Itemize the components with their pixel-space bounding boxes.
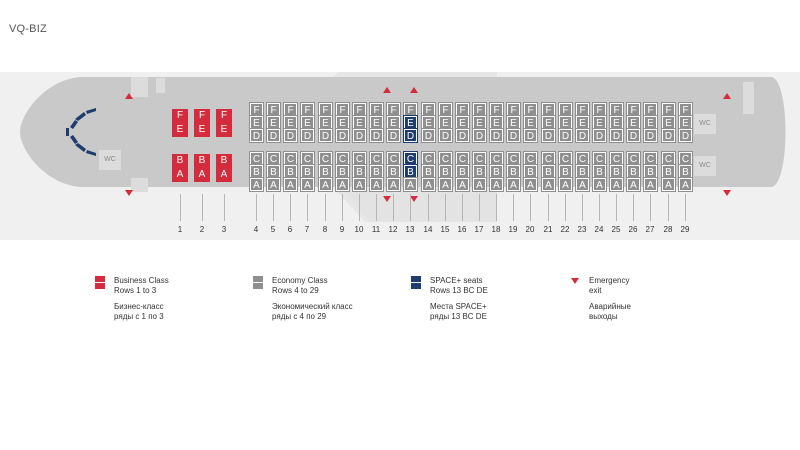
seat-11C[interactable]: C	[370, 152, 383, 165]
seat-9C[interactable]: C	[336, 152, 349, 165]
seat-2F[interactable]: F	[194, 109, 210, 123]
seat-29D[interactable]: D	[679, 129, 692, 142]
seat-27A[interactable]: A	[644, 178, 657, 191]
seat-9D[interactable]: D	[336, 129, 349, 142]
seat-15F[interactable]: F	[439, 103, 452, 116]
seat-14F[interactable]: F	[422, 103, 435, 116]
row-guide-line	[325, 194, 326, 221]
seat-13F[interactable]: F	[404, 103, 417, 116]
row-guide-line	[410, 194, 411, 221]
seat-16D[interactable]: D	[456, 129, 469, 142]
legend-space-title-ru: Места SPACE+	[430, 302, 487, 311]
seat-22E[interactable]: E	[559, 116, 572, 129]
emergency-exit-arrow-icon	[383, 196, 391, 202]
seat-6E[interactable]: E	[284, 116, 297, 129]
seat-14D[interactable]: D	[422, 129, 435, 142]
seat-14A[interactable]: A	[422, 178, 435, 191]
seat-12D[interactable]: D	[387, 129, 400, 142]
seat-24D[interactable]: D	[593, 129, 606, 142]
seat-4C[interactable]: C	[250, 152, 263, 165]
seat-6A[interactable]: A	[284, 178, 297, 191]
row-guide-line	[290, 194, 291, 221]
seat-14C[interactable]: C	[422, 152, 435, 165]
seat-7B[interactable]: B	[301, 165, 314, 178]
row-number-17: 17	[474, 225, 484, 234]
row-number-26: 26	[628, 225, 638, 234]
seat-22F[interactable]: F	[559, 103, 572, 116]
seat-20D[interactable]: D	[524, 129, 537, 142]
legend-business-rows-ru: ряды с 1 по 3	[114, 312, 164, 321]
seat-3E[interactable]: E	[216, 123, 232, 137]
emergency-exit-icon	[571, 278, 579, 284]
row-number-7: 7	[304, 225, 310, 234]
seat-10F[interactable]: F	[353, 103, 366, 116]
seat-5E[interactable]: E	[267, 116, 280, 129]
seat-11B[interactable]: B	[370, 165, 383, 178]
seat-18C[interactable]: C	[490, 152, 503, 165]
seat-10C[interactable]: C	[353, 152, 366, 165]
row-number-5: 5	[270, 225, 276, 234]
row-guide-line	[462, 194, 463, 221]
row-guide-line	[633, 194, 634, 221]
legend-economy-rows: Rows 4 to 29	[272, 286, 319, 295]
seat-6B[interactable]: B	[284, 165, 297, 178]
seat-1A[interactable]: A	[172, 168, 188, 182]
seat-9E[interactable]: E	[336, 116, 349, 129]
legend-economy-rows-ru: ряды с 4 по 29	[272, 312, 327, 321]
seat-25D[interactable]: D	[610, 129, 623, 142]
row-guide-line	[307, 194, 308, 221]
row-guide-line	[565, 194, 566, 221]
seat-4B[interactable]: B	[250, 165, 263, 178]
seat-20C[interactable]: C	[524, 152, 537, 165]
row-guide-line	[599, 194, 600, 221]
seat-4E[interactable]: E	[250, 116, 263, 129]
seat-13A[interactable]: A	[404, 178, 417, 191]
seat-8E[interactable]: E	[319, 116, 332, 129]
seat-26D[interactable]: D	[627, 129, 640, 142]
seat-18A[interactable]: A	[490, 178, 503, 191]
row-number-22: 22	[560, 225, 570, 234]
seat-23E[interactable]: E	[576, 116, 589, 129]
row-number-24: 24	[594, 225, 604, 234]
lavatory-front: WC	[99, 150, 121, 170]
seat-9B[interactable]: B	[336, 165, 349, 178]
emergency-exit-arrow-icon	[125, 190, 133, 196]
seat-22C[interactable]: C	[559, 152, 572, 165]
seat-3B[interactable]: B	[216, 154, 232, 168]
row-guide-line	[548, 194, 549, 221]
seat-8A[interactable]: A	[319, 178, 332, 191]
seat-25E[interactable]: E	[610, 116, 623, 129]
front-door-lower	[131, 178, 148, 192]
legend-space-title: SPACE+ seats	[430, 276, 483, 285]
galley-front	[156, 78, 165, 93]
row-number-21: 21	[543, 225, 553, 234]
seat-19D[interactable]: D	[507, 129, 520, 142]
row-number-6: 6	[287, 225, 293, 234]
seat-24C[interactable]: C	[593, 152, 606, 165]
seat-28C[interactable]: C	[662, 152, 675, 165]
row-number-1: 1	[177, 225, 183, 234]
row-number-9: 9	[339, 225, 345, 234]
seat-2B[interactable]: B	[194, 154, 210, 168]
seat-6D[interactable]: D	[284, 129, 297, 142]
seat-12B[interactable]: B	[387, 165, 400, 178]
row-number-28: 28	[663, 225, 673, 234]
seat-21E[interactable]: E	[542, 116, 555, 129]
seat-21A[interactable]: A	[542, 178, 555, 191]
row-number-19: 19	[508, 225, 518, 234]
seat-3A[interactable]: A	[216, 168, 232, 182]
emergency-exit-arrow-icon	[410, 196, 418, 202]
galley-rear	[743, 82, 754, 114]
seat-27E[interactable]: E	[644, 116, 657, 129]
seat-16A[interactable]: A	[456, 178, 469, 191]
row-guide-line	[650, 194, 651, 221]
seat-25A[interactable]: A	[610, 178, 623, 191]
seat-23C[interactable]: C	[576, 152, 589, 165]
legend-space-rows: Rows 13 BC DE	[430, 286, 488, 295]
seat-8B[interactable]: B	[319, 165, 332, 178]
seat-14B[interactable]: B	[422, 165, 435, 178]
row-guide-line	[685, 194, 686, 221]
row-guide-line	[202, 194, 203, 221]
front-door-upper	[131, 77, 148, 97]
lavatory-rear-left: WC	[694, 114, 716, 134]
seat-29E[interactable]: E	[679, 116, 692, 129]
seat-10D[interactable]: D	[353, 129, 366, 142]
seat-15A[interactable]: A	[439, 178, 452, 191]
seat-4A[interactable]: A	[250, 178, 263, 191]
seat-18F[interactable]: F	[490, 103, 503, 116]
legend-space-rows-ru: ряды 13 BC DE	[430, 312, 487, 321]
seat-1F[interactable]: F	[172, 109, 188, 123]
seat-26B[interactable]: B	[627, 165, 640, 178]
seat-12C[interactable]: C	[387, 152, 400, 165]
seat-21B[interactable]: B	[542, 165, 555, 178]
seat-6C[interactable]: C	[284, 152, 297, 165]
seat-11A[interactable]: A	[370, 178, 383, 191]
row-number-13: 13	[405, 225, 415, 234]
business-seat-icon	[95, 276, 105, 289]
emergency-exit-arrow-icon	[125, 93, 133, 99]
seat-18E[interactable]: E	[490, 116, 503, 129]
row-guide-line	[428, 194, 429, 221]
seat-24A[interactable]: A	[593, 178, 606, 191]
seat-14E[interactable]: E	[422, 116, 435, 129]
seat-12A[interactable]: A	[387, 178, 400, 191]
row-number-23: 23	[577, 225, 587, 234]
seat-19A[interactable]: A	[507, 178, 520, 191]
legend-economy-title: Economy Class	[272, 276, 328, 285]
row-number-14: 14	[423, 225, 433, 234]
legend-business-rows: Rows 1 to 3	[114, 286, 157, 295]
row-number-27: 27	[645, 225, 655, 234]
seat-8F[interactable]: F	[319, 103, 332, 116]
row-guide-line	[376, 194, 377, 221]
seat-7A[interactable]: A	[301, 178, 314, 191]
seat-20B[interactable]: B	[524, 165, 537, 178]
seat-25F[interactable]: F	[610, 103, 623, 116]
seat-22D[interactable]: D	[559, 129, 572, 142]
legend-exit-title: Emergency	[589, 276, 630, 285]
seat-12F[interactable]: F	[387, 103, 400, 116]
legend-economy-title-ru: Экономический класс	[272, 302, 353, 311]
space-plus-seat-icon	[411, 276, 421, 289]
seat-10E[interactable]: E	[353, 116, 366, 129]
seat-5C[interactable]: C	[267, 152, 280, 165]
row-number-16: 16	[457, 225, 467, 234]
economy-seat-icon	[253, 276, 263, 289]
seat-28F[interactable]: F	[662, 103, 675, 116]
emergency-exit-arrow-icon	[723, 93, 731, 99]
seat-13B[interactable]: B	[404, 165, 417, 178]
seat-23A[interactable]: A	[576, 178, 589, 191]
seat-21C[interactable]: C	[542, 152, 555, 165]
seat-5A[interactable]: A	[267, 178, 280, 191]
row-number-11: 11	[371, 225, 381, 234]
seat-19F[interactable]: F	[507, 103, 520, 116]
legend-exit-sub-ru: выходы	[589, 312, 618, 321]
seat-29F[interactable]: F	[679, 103, 692, 116]
seat-24F[interactable]: F	[593, 103, 606, 116]
seat-27B[interactable]: B	[644, 165, 657, 178]
seat-29B[interactable]: B	[679, 165, 692, 178]
seat-17E[interactable]: E	[473, 116, 486, 129]
seat-7F[interactable]: F	[301, 103, 314, 116]
seat-5B[interactable]: B	[267, 165, 280, 178]
emergency-exit-arrow-icon	[383, 87, 391, 93]
seat-5D[interactable]: D	[267, 129, 280, 142]
seat-22B[interactable]: B	[559, 165, 572, 178]
seat-1B[interactable]: B	[172, 154, 188, 168]
seat-28A[interactable]: A	[662, 178, 675, 191]
wing-upper	[333, 72, 497, 77]
seat-6F[interactable]: F	[284, 103, 297, 116]
seat-9F[interactable]: F	[336, 103, 349, 116]
seat-13E[interactable]: E	[404, 116, 417, 129]
row-guide-line	[393, 194, 394, 221]
seat-28E[interactable]: E	[662, 116, 675, 129]
aircraft-registration: VQ-BIZ	[9, 23, 47, 35]
seat-16F[interactable]: F	[456, 103, 469, 116]
seat-25C[interactable]: C	[610, 152, 623, 165]
seat-7D[interactable]: D	[301, 129, 314, 142]
seat-8C[interactable]: C	[319, 152, 332, 165]
seat-22A[interactable]: A	[559, 178, 572, 191]
row-guide-line	[359, 194, 360, 221]
seat-7E[interactable]: E	[301, 116, 314, 129]
row-number-3: 3	[221, 225, 227, 234]
seat-13D[interactable]: D	[404, 129, 417, 142]
legend-business-title-ru: Бизнес-класс	[114, 302, 164, 311]
seat-9A[interactable]: A	[336, 178, 349, 191]
seat-16C[interactable]: C	[456, 152, 469, 165]
seat-17A[interactable]: A	[473, 178, 486, 191]
seat-15D[interactable]: D	[439, 129, 452, 142]
seat-28D[interactable]: D	[662, 129, 675, 142]
seat-27D[interactable]: D	[644, 129, 657, 142]
row-guide-line	[513, 194, 514, 221]
seat-19C[interactable]: C	[507, 152, 520, 165]
seat-5F[interactable]: F	[267, 103, 280, 116]
seat-20F[interactable]: F	[524, 103, 537, 116]
seat-29C[interactable]: C	[679, 152, 692, 165]
row-guide-line	[582, 194, 583, 221]
row-guide-line	[530, 194, 531, 221]
seat-10B[interactable]: B	[353, 165, 366, 178]
seat-18D[interactable]: D	[490, 129, 503, 142]
seat-17B[interactable]: B	[473, 165, 486, 178]
seat-27F[interactable]: F	[644, 103, 657, 116]
seat-28B[interactable]: B	[662, 165, 675, 178]
row-number-20: 20	[525, 225, 535, 234]
seat-4F[interactable]: F	[250, 103, 263, 116]
seat-17C[interactable]: C	[473, 152, 486, 165]
seat-21D[interactable]: D	[542, 129, 555, 142]
seat-16E[interactable]: E	[456, 116, 469, 129]
seat-12E[interactable]: E	[387, 116, 400, 129]
seat-19E[interactable]: E	[507, 116, 520, 129]
seat-11F[interactable]: F	[370, 103, 383, 116]
seat-26A[interactable]: A	[627, 178, 640, 191]
seat-15E[interactable]: E	[439, 116, 452, 129]
row-number-8: 8	[322, 225, 328, 234]
seat-23D[interactable]: D	[576, 129, 589, 142]
seat-27C[interactable]: C	[644, 152, 657, 165]
row-guide-line	[496, 194, 497, 221]
seat-18B[interactable]: B	[490, 165, 503, 178]
seat-19B[interactable]: B	[507, 165, 520, 178]
seat-17D[interactable]: D	[473, 129, 486, 142]
seat-11E[interactable]: E	[370, 116, 383, 129]
seat-1E[interactable]: E	[172, 123, 188, 137]
seat-16B[interactable]: B	[456, 165, 469, 178]
row-number-18: 18	[491, 225, 501, 234]
row-guide-line	[224, 194, 225, 221]
seat-24E[interactable]: E	[593, 116, 606, 129]
seat-8D[interactable]: D	[319, 129, 332, 142]
seat-11D[interactable]: D	[370, 129, 383, 142]
seat-17F[interactable]: F	[473, 103, 486, 116]
seat-24B[interactable]: B	[593, 165, 606, 178]
seat-7C[interactable]: C	[301, 152, 314, 165]
seat-20A[interactable]: A	[524, 178, 537, 191]
row-guide-line	[668, 194, 669, 221]
row-guide-line	[616, 194, 617, 221]
row-guide-line	[256, 194, 257, 221]
row-number-4: 4	[253, 225, 259, 234]
seat-4D[interactable]: D	[250, 129, 263, 142]
row-number-2: 2	[199, 225, 205, 234]
emergency-exit-arrow-icon	[410, 87, 418, 93]
seat-10A[interactable]: A	[353, 178, 366, 191]
seat-23B[interactable]: B	[576, 165, 589, 178]
seat-26F[interactable]: F	[627, 103, 640, 116]
legend-exit-sub: exit	[589, 286, 602, 295]
row-number-25: 25	[611, 225, 621, 234]
row-number-29: 29	[680, 225, 690, 234]
seat-25B[interactable]: B	[610, 165, 623, 178]
row-guide-line	[273, 194, 274, 221]
legend-business-title: Business Class	[114, 276, 169, 285]
lavatory-rear-right: WC	[694, 156, 716, 176]
seat-3F[interactable]: F	[216, 109, 232, 123]
row-guide-line	[342, 194, 343, 221]
row-number-10: 10	[354, 225, 364, 234]
row-guide-line	[180, 194, 181, 221]
seat-29A[interactable]: A	[679, 178, 692, 191]
seat-21F[interactable]: F	[542, 103, 555, 116]
seat-2E[interactable]: E	[194, 123, 210, 137]
row-number-12: 12	[388, 225, 398, 234]
seat-26C[interactable]: C	[627, 152, 640, 165]
row-number-15: 15	[440, 225, 450, 234]
row-guide-line	[445, 194, 446, 221]
legend-exit-title-ru: Аварийные	[589, 302, 631, 311]
seat-23F[interactable]: F	[576, 103, 589, 116]
seat-15B[interactable]: B	[439, 165, 452, 178]
seat-15C[interactable]: C	[439, 152, 452, 165]
seat-2A[interactable]: A	[194, 168, 210, 182]
emergency-exit-arrow-icon	[723, 190, 731, 196]
seat-20E[interactable]: E	[524, 116, 537, 129]
seat-26E[interactable]: E	[627, 116, 640, 129]
row-guide-line	[479, 194, 480, 221]
seat-13C[interactable]: C	[404, 152, 417, 165]
